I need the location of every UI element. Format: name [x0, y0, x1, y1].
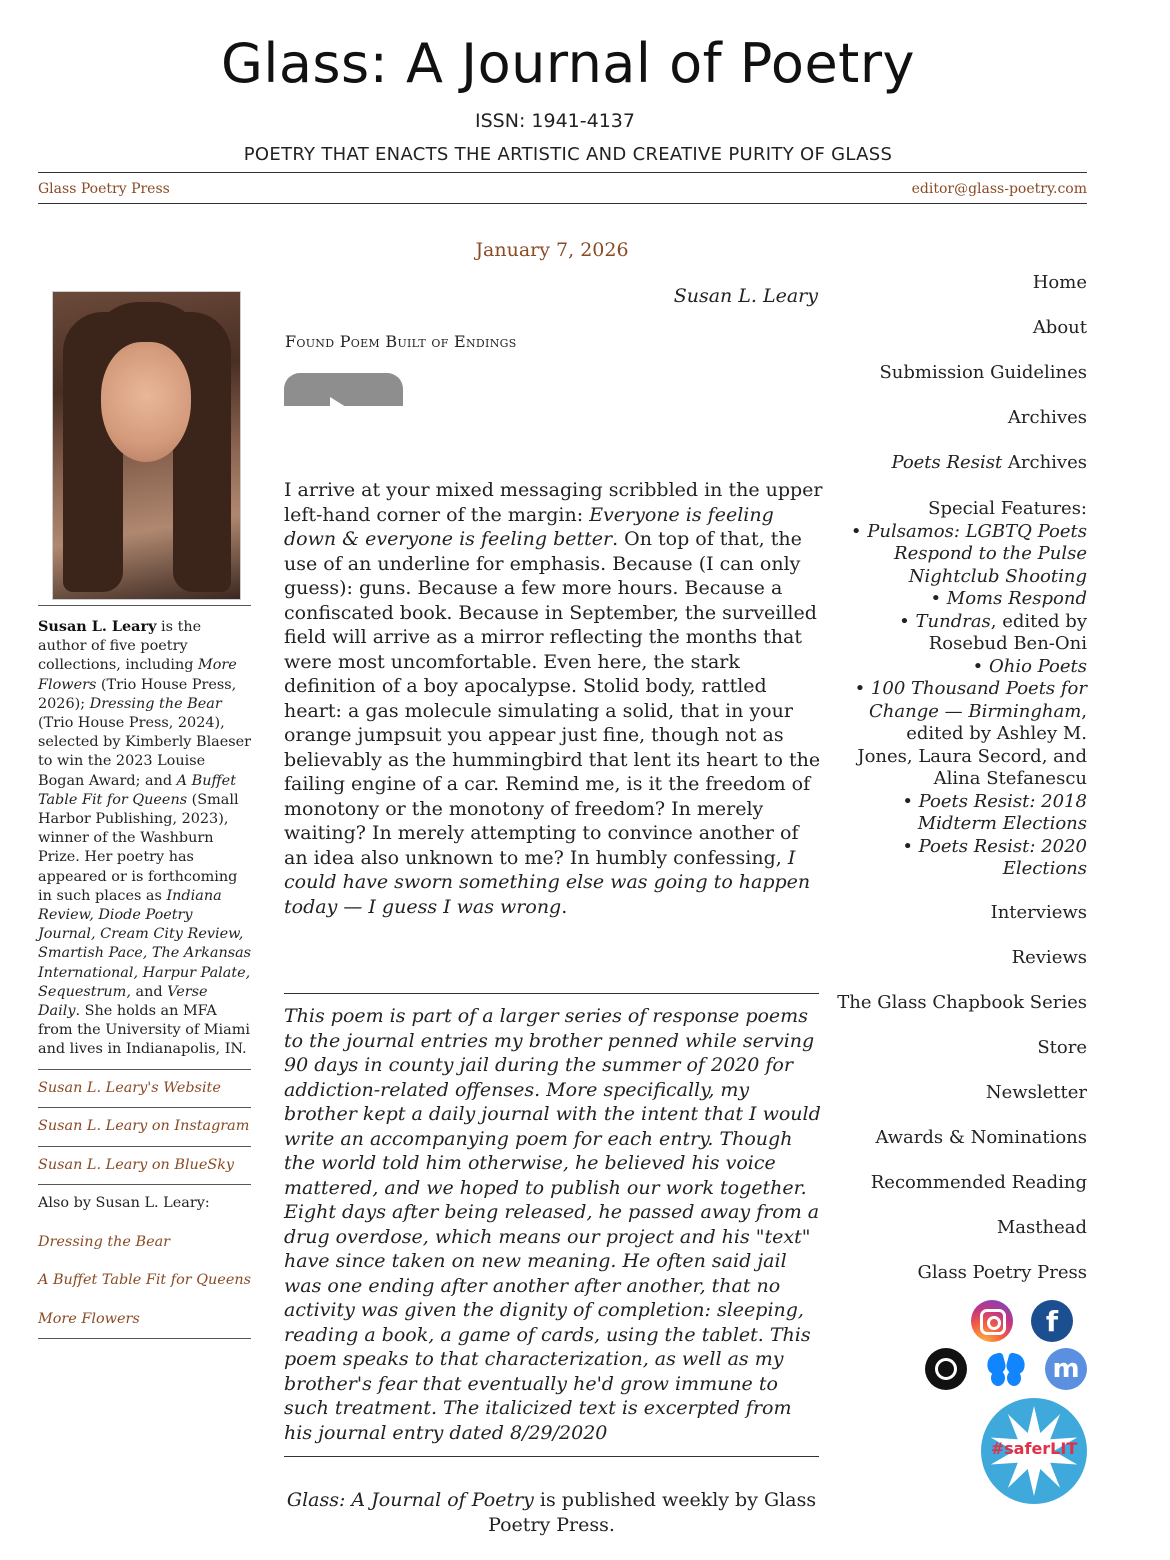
- nav-store[interactable]: Store: [1037, 1037, 1087, 1058]
- nav-newsletter[interactable]: Newsletter: [985, 1082, 1087, 1103]
- author-website-link[interactable]: Susan L. Leary's Website: [38, 1080, 221, 1096]
- links-rule-3: [38, 1184, 251, 1185]
- links-rule-1: [38, 1107, 251, 1108]
- nav-glass-poetry-press[interactable]: Glass Poetry Press: [917, 1262, 1087, 1283]
- post-date: January 7, 2026: [475, 239, 629, 261]
- poem-title: Found Poem Built of Endings: [285, 332, 517, 351]
- nav-awards[interactable]: Awards & Nominations: [875, 1127, 1087, 1148]
- note-rule-bottom: [284, 1456, 819, 1457]
- site-tagline: POETRY THAT ENACTS THE ARTISTIC AND CREATIVE PURITY OF GLASS: [243, 144, 893, 165]
- special-features-heading: Special Features:: [928, 498, 1087, 519]
- mastodon-icon[interactable]: m: [1045, 1348, 1087, 1390]
- nav-moms-respond[interactable]: • Moms Respond: [930, 588, 1087, 609]
- nav-poets-resist-2018[interactable]: • Poets Resist: 2018 Midterm Elections: [902, 790, 1087, 834]
- author-photo: [52, 291, 241, 600]
- nav-archives[interactable]: Archives: [1007, 407, 1087, 428]
- nav-poets-resist-2020[interactable]: • Poets Resist: 2020 Elections: [902, 835, 1087, 879]
- nav-recommended-reading[interactable]: Recommended Reading: [870, 1172, 1087, 1193]
- bio-rule: [38, 605, 251, 606]
- book-link-dressing-the-bear[interactable]: Dressing the Bear: [38, 1234, 171, 1250]
- footer-text: Glass: A Journal of Poetry is published weekly by Glass Poetry Press.: [286, 1489, 817, 1536]
- header-rule-top: [38, 172, 1087, 173]
- nav-reviews[interactable]: Reviews: [1011, 947, 1087, 968]
- nav-submission-guidelines[interactable]: Submission Guidelines: [879, 362, 1087, 383]
- play-icon[interactable]: [330, 397, 346, 406]
- instagram-icon[interactable]: [971, 1300, 1013, 1342]
- nav-tundras[interactable]: • Tundras, edited by Rosebud Ben-Oni: [899, 610, 1087, 654]
- bio-rule-2: [38, 1069, 251, 1070]
- author-bluesky-link[interactable]: Susan L. Leary on BlueSky: [38, 1157, 235, 1173]
- bluesky-icon[interactable]: [985, 1348, 1027, 1390]
- nav-100-thousand-poets[interactable]: • 100 Thousand Poets for Change — Birmingham, edited by Ashley M. Jones, Laura Secord, and Alina Stefanescu: [854, 678, 1087, 789]
- site-title[interactable]: Glass: A Journal of Poetry: [220, 32, 916, 95]
- special-features: [847, 498, 1087, 881]
- email-link[interactable]: editor@glass-poetry.com: [911, 181, 1087, 197]
- threads-icon[interactable]: [925, 1348, 967, 1390]
- also-by-label: Also by Susan L. Leary:: [38, 1195, 210, 1211]
- nav-pulsamos[interactable]: • Pulsamos: LGBTQ Poets Respond to the Pulse Nightclub Shooting: [850, 520, 1087, 587]
- nav-home[interactable]: Home: [1032, 272, 1087, 293]
- safer-lit-label: #saferLIT: [990, 1439, 1078, 1458]
- header-rule-bottom: [38, 203, 1087, 204]
- nav-about[interactable]: About: [1032, 317, 1087, 338]
- poem-body: I arrive at your mixed messaging scribbled in the upper left-hand corner of the margin: Everyone is feeling down & everyone is feeling better. On top of that, the use of an underline for emphasis. Because (I can only guess): guns. Because a few more hours. Because a confiscated book. Because in September, the surveilled field will arrive as a mirror reflecting the months that were most uncomfortable. Even here, the stark definition of a boy apocalypse. Stolid body, rattled heart: a gas molecule simulating a solid, that in your orange jumpsuit you appear just fine, though not as believably as the hummingbird that lent its heart to the failing engine of a car. Remind me, is it the freedom of monotony or the monotony of freedom? In merely waiting? In merely attempting to convince another of an idea also unknown to me? In humbly confessing, I could have sworn something else was going to happen today — I guess I was wrong.: [284, 479, 823, 918]
- links-rule-4: [38, 1338, 251, 1339]
- facebook-icon[interactable]: f: [1031, 1300, 1073, 1342]
- nav-masthead[interactable]: Masthead: [996, 1217, 1087, 1238]
- author-instagram-link[interactable]: Susan L. Leary on Instagram: [38, 1118, 250, 1134]
- note-rule-top: [284, 993, 819, 994]
- nav-interviews[interactable]: Interviews: [990, 902, 1087, 923]
- safer-lit-badge[interactable]: [981, 1398, 1087, 1504]
- nav-chapbook-series[interactable]: The Glass Chapbook Series: [837, 992, 1087, 1013]
- links-rule-2: [38, 1146, 251, 1147]
- book-link-buffet-table[interactable]: A Buffet Table Fit for Queens: [38, 1272, 251, 1288]
- poem-note: This poem is part of a larger series of response poems to the journal entries my brother penned while serving 90 days in county jail during the summer of 2020 for addiction-related offenses. More specifically, my brother kept a daily journal with the intent that I would write an accompanying poem for each entry. Though the world told him otherwise, he believed his voice mattered, and we hoped to publish our work together. Eight days after being released, he passed away from a drug overdose, which means our project and his "text" have since taken on new meaning. He often said jail was one ending after another after another, that no activity was given the dignity of completion: sleeping, reading a book, a game of cards, using the tablet. This poem speaks to that characterization, as well as my brother's fear that eventually he'd grow immune to such treatment. The italicized text is excerpted from his journal entry dated 8/29/2020: [284, 1005, 821, 1444]
- press-link[interactable]: Glass Poetry Press: [38, 181, 170, 197]
- nav-poets-resist-archives[interactable]: Poets Resist Archives: [891, 452, 1087, 473]
- audio-player[interactable]: [284, 373, 403, 406]
- poem-author: Susan L. Leary: [673, 285, 818, 307]
- author-bio: Susan L. Leary is the author of five poetry collections, including More Flowers (Trio House Press, 2026); Dressing the Bear (Trio House Press, 2024), selected by Kimberly Blaeser to win the 2023 Louise Bogan Award; and A Buffet Table Fit for Queens (Small Harbor Publishing, 2023), winner of the Washburn Prize. Her poetry has appeared or is forthcoming in such places as Indiana Review, Diode Poetry Journal, Cream City Review, Smartish Pace, The Arkansas International, Harpur Palate, Sequestrum, and Verse Daily. She holds an MFA from the University of Miami and lives in Indianapolis, IN.: [38, 618, 252, 1058]
- book-link-more-flowers[interactable]: More Flowers: [38, 1311, 140, 1327]
- nav-ohio-poets[interactable]: • Ohio Poets: [972, 655, 1087, 677]
- issn: ISSN: 1941-4137: [475, 110, 635, 132]
